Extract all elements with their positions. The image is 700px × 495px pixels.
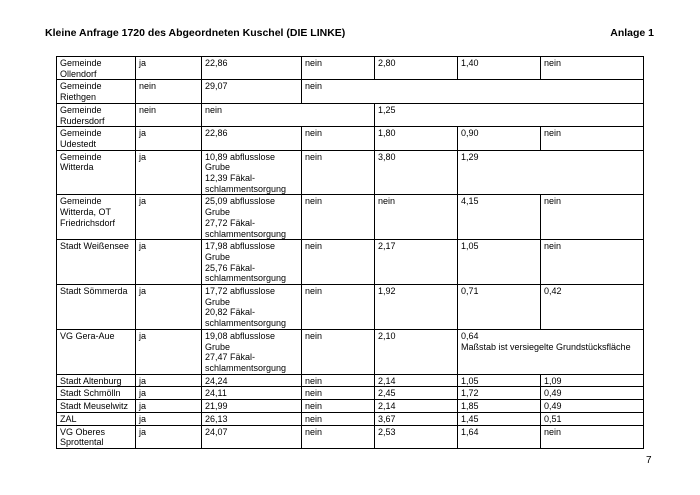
cell: 26,13 [202,412,302,425]
cell: nein [541,195,644,240]
cell: nein [136,80,202,103]
table-row [57,150,644,195]
cell: ja [136,329,202,374]
cell: 0,71 [458,285,541,330]
cell: nein [302,285,375,330]
cell: 22,86 [202,57,302,80]
cell: 1,80 [375,127,458,150]
municipality-cell: Gemeinde Witterda, OT Friedrichsdorf [57,195,136,240]
municipality-cell: ZAL [57,412,136,425]
cell: 1,25 [375,103,644,126]
page-number: 7 [646,455,652,466]
cell: ja [136,57,202,80]
cell: nein [541,57,644,80]
table-row [57,127,644,150]
cell: 2,14 [375,400,458,413]
cell: nein [136,103,202,126]
table-row [57,387,644,400]
municipality-cell: Gemeinde Ollendorf [57,57,136,80]
cell: 17,98 abflusslose Grube 25,76 Fäkal-schlammentsorgung [202,240,302,285]
cell: 1,92 [375,285,458,330]
cell: 1,05 [458,374,541,387]
cell: nein [541,425,644,448]
table-row [57,57,644,80]
cell: 1,72 [458,387,541,400]
cell: 2,80 [375,57,458,80]
municipality-cell: Stadt Meuselwitz [57,400,136,413]
municipality-cell: Gemeinde Udestedt [57,127,136,150]
cell: 1,64 [458,425,541,448]
table-row [57,412,644,425]
table-row [57,374,644,387]
cell: nein [302,150,375,195]
municipality-cell: VG Oberes Sprottental [57,425,136,448]
cell: 2,10 [375,329,458,374]
cell: ja [136,240,202,285]
municipality-cell: Stadt Sömmerda [57,285,136,330]
cell: 0,90 [458,127,541,150]
cell: 17,72 abflusslose Grube 20,82 Fäkal-schlammentsorgung [202,285,302,330]
cell: 29,07 [202,80,302,103]
cell: nein [302,329,375,374]
cell: 1,45 [458,412,541,425]
cell: 0,49 [541,400,644,413]
cell: nein [302,127,375,150]
cell: ja [136,425,202,448]
cell: 0,64 Maßstab ist versiegelte Grundstücksfläche [458,329,644,374]
cell: ja [136,127,202,150]
table-row [57,329,644,374]
municipality-cell: Stadt Altenburg [57,374,136,387]
cell: 1,05 [458,240,541,285]
municipality-cell: Stadt Schmölln [57,387,136,400]
annex-label: Anlage 1 [610,27,654,39]
cell: nein [302,387,375,400]
table-row [57,80,644,103]
cell: 3,80 [375,150,458,195]
cell: ja [136,374,202,387]
cell: 2,17 [375,240,458,285]
cell: 0,51 [541,412,644,425]
cell: nein [541,240,644,285]
cell: nein [302,195,375,240]
cell: 0,42 [541,285,644,330]
municipality-cell: Gemeinde Rudersdorf [57,103,136,126]
cell: 1,40 [458,57,541,80]
municipality-cell: Stadt Weißensee [57,240,136,285]
cell: ja [136,412,202,425]
cell: ja [136,400,202,413]
table-row [57,425,644,448]
cell: nein [302,240,375,285]
table-row [57,240,644,285]
cell: 1,85 [458,400,541,413]
cell: ja [136,387,202,400]
cell: 2,53 [375,425,458,448]
cell: 3,67 [375,412,458,425]
cell: nein [375,195,458,240]
cell: 24,24 [202,374,302,387]
table-row [57,195,644,240]
cell: nein [302,412,375,425]
table-row [57,400,644,413]
cell: 19,08 abflusslose Grube 27,47 Fäkal-schlammentsorgung [202,329,302,374]
cell: 21,99 [202,400,302,413]
cell: nein [302,400,375,413]
table-row [57,103,644,126]
cell: 24,11 [202,387,302,400]
table-row [57,285,644,330]
cell: 24,07 [202,425,302,448]
cell: nein [302,57,375,80]
cell: 1,29 [458,150,644,195]
cell: 4,15 [458,195,541,240]
cell: 10,89 abflusslose Grube 12,39 Fäkal-schlammentsorgung [202,150,302,195]
cell: ja [136,285,202,330]
document-title: Kleine Anfrage 1720 des Abgeordneten Kuschel (DIE LINKE) [45,27,346,39]
cell: ja [136,150,202,195]
cell: ja [136,195,202,240]
data-table [56,56,644,449]
cell: 0,49 [541,387,644,400]
cell: nein [302,425,375,448]
cell: 25,09 abflusslose Grube 27,72 Fäkal-schlammentsorgung [202,195,302,240]
municipality-cell: Gemeinde Witterda [57,150,136,195]
cell: nein [302,80,644,103]
cell: 22,86 [202,127,302,150]
municipality-cell: Gemeinde Riethgen [57,80,136,103]
cell: 1,09 [541,374,644,387]
municipality-cell: VG Gera-Aue [57,329,136,374]
cell: 2,45 [375,387,458,400]
cell: nein [302,374,375,387]
cell: nein [202,103,375,126]
cell: 2,14 [375,374,458,387]
cell: nein [541,127,644,150]
